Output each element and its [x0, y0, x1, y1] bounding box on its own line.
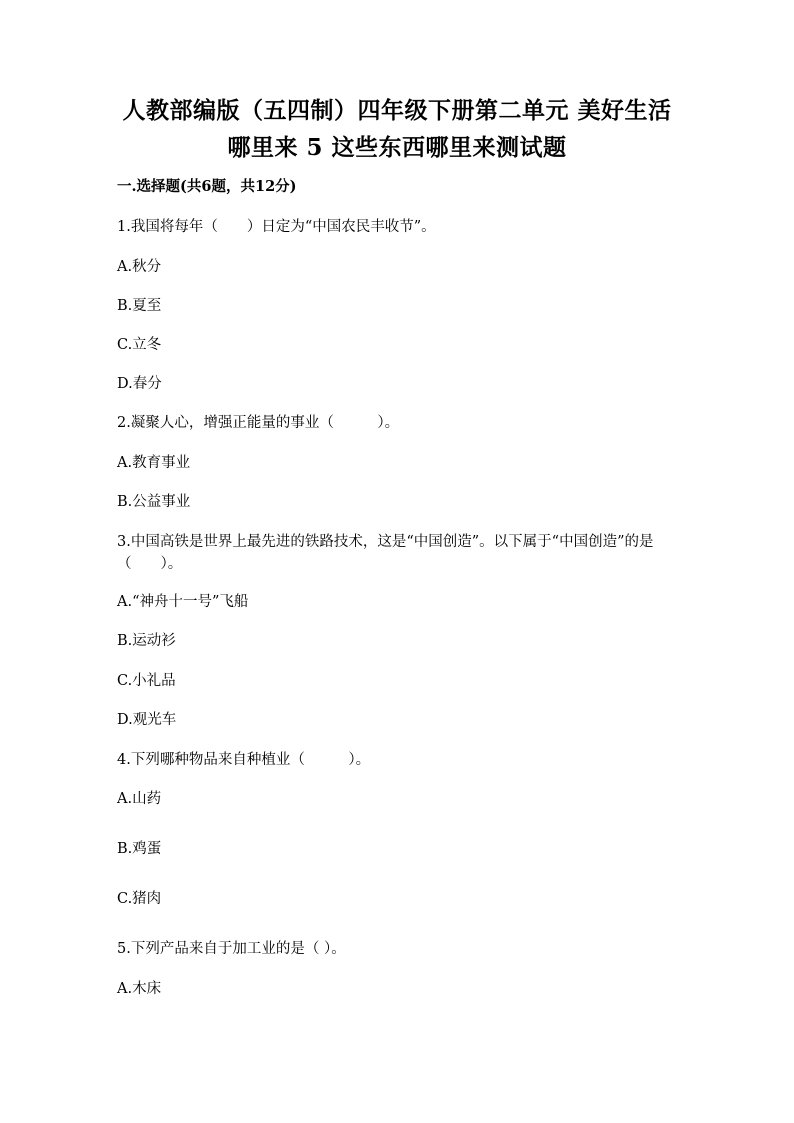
page-title: 人教部编版（五四制）四年级下册第二单元 美好生活哪里来 5 这些东西哪里来测试题 [122, 97, 672, 161]
question-stem: 2.凝聚人心，增强正能量的事业（ ）。 [117, 415, 400, 431]
option-a: A.教育事业 [117, 455, 191, 471]
option-c: C.立冬 [117, 337, 162, 353]
section-heading: 一.选择题(共6题，共12分) [117, 178, 297, 195]
option-b: B.鸡蛋 [117, 841, 162, 857]
question-stem: 4.下列哪种物品来自种植业（ ）。 [117, 752, 371, 768]
option-c: C.小礼品 [117, 673, 176, 689]
option-b: B.公益事业 [117, 494, 191, 510]
option-c: C.猪肉 [117, 891, 162, 907]
option-d: D.观光车 [117, 712, 177, 728]
question-stem: 3.中国高铁是世界上最先进的铁路技术，这是“中国创造”。以下属于“中国创造”的是（ ）。 [117, 534, 654, 572]
option-a: A.秋分 [117, 259, 162, 275]
question-stem: 1.我国将每年（ ）日定为“中国农民丰收节”。 [117, 219, 436, 235]
option-a: A.木床 [117, 981, 162, 997]
option-a: A.“神舟十一号”飞船 [117, 594, 249, 610]
option-d: D.春分 [117, 376, 162, 392]
option-b: B.运动衫 [117, 633, 176, 649]
option-b: B.夏至 [117, 298, 162, 314]
option-a: A.山药 [117, 791, 162, 807]
question-stem: 5.下列产品来自于加工业的是（ ）。 [117, 941, 346, 957]
